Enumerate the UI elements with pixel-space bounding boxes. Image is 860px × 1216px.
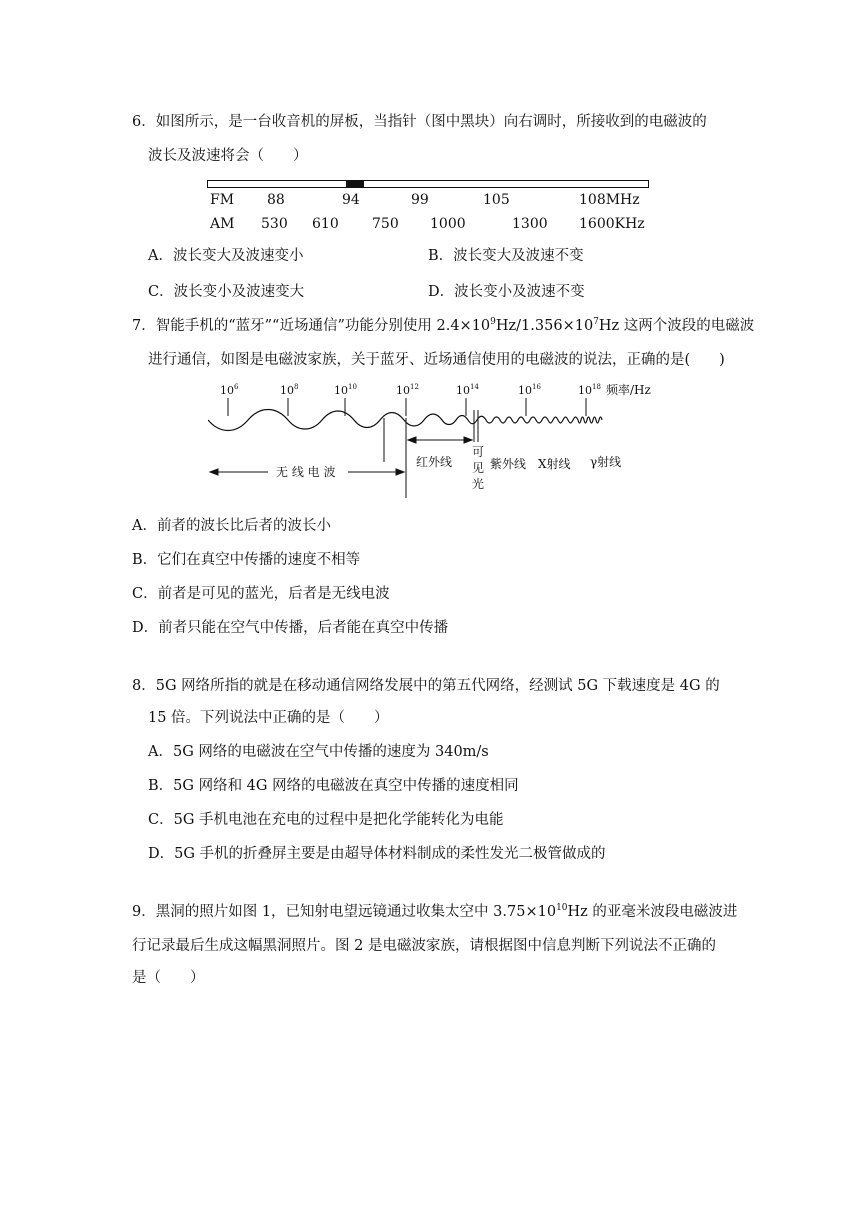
fm-label: FM: [210, 192, 235, 208]
q8-option-d: D．5G 手机的折叠屏主要是由超导体材料制成的柔性发光二极管做成的: [148, 846, 606, 862]
em-spectrum-figure: [208, 380, 660, 498]
em-wave: [208, 410, 602, 431]
fm-value: 94: [342, 192, 360, 208]
q7-option-b: B．它们在真空中传播的速度不相等: [132, 552, 361, 568]
visible-label: 光: [472, 477, 485, 491]
ultraviolet-label: 紫外线: [490, 457, 527, 471]
am-label: AM: [210, 216, 235, 232]
am-value: 530: [261, 216, 288, 232]
q8-option-b: B．5G 网络和 4G 网络的电磁波在真空中传播的速度相同: [148, 778, 519, 794]
q9-stem-line3: 是（ ）: [132, 970, 205, 986]
q6-option-c: C．波长变小及波速变大: [148, 284, 305, 300]
q6-stem-line2: 波长及波速将会（ ）: [148, 148, 308, 164]
q6-option-a: A．波长变大及波速变小: [148, 248, 304, 264]
fm-value: 105: [483, 192, 510, 208]
q8-option-c: C．5G 手机电池在充电的过程中是把化学能转化为电能: [148, 812, 504, 828]
dial-needle: [346, 180, 364, 188]
q7-option-c: C．前者是可见的蓝光，后者是无线电波: [132, 586, 390, 602]
radio-wave-label: 无 线 电 波: [276, 465, 336, 479]
xray-label: X射线: [538, 457, 571, 471]
q7-stem-line1: 7．智能手机的“蓝牙”“近场通信”功能分别使用 $2.4\times 10^9Hz/1.356\times 10^7Hz$ 这两个波段的电磁波: [132, 317, 755, 334]
q8-stem-line1: 8．5G 网络所指的就是在移动通信网络发展中的第五代网络，经测试 5G 下载速度是 4G 的: [132, 678, 720, 694]
dial-scale-bar: [207, 180, 649, 188]
q8-option-a: A．5G 网络的电磁波在空气中传播的速度为 340m/s: [148, 744, 489, 760]
fm-value: 99: [411, 192, 429, 208]
q6-stem-line1: 6．如图所示，是一台收音机的屏板，当指针（图中黑块）向右调时，所接收到的电磁波的: [132, 114, 707, 130]
freq-tick-label: $10^{16}$: [518, 383, 541, 397]
am-value: 750: [372, 216, 399, 232]
q7-option-a: A．前者的波长比后者的波长小: [132, 518, 331, 534]
q8-stem-line2: 15 倍。下列说法中正确的是（ ）: [148, 710, 389, 726]
fm-value: 108MHz: [579, 192, 640, 208]
q6-option-d: D．波长变小及波速不变: [428, 284, 585, 300]
freq-unit-label: 频率/Hz: [606, 383, 651, 397]
q6-option-b: B．波长变大及波速不变: [428, 248, 584, 264]
gamma-label: γ射线: [590, 455, 622, 469]
q9-stem-line2: 行记录最后生成这幅黑洞照片。图 2 是电磁波家族，请根据图中信息判断下列说法不正确的: [132, 938, 716, 954]
freq-tick-label: $10^8$: [280, 383, 299, 397]
q7-stem-line2: 进行通信，如图是电磁波家族，关于蓝牙、近场通信使用的电磁波的说法，正确的是( ): [148, 352, 725, 368]
visible-label: 见: [472, 461, 485, 475]
freq-tick-label: $10^{10}$: [334, 383, 357, 397]
am-value: 610: [312, 216, 339, 232]
visible-label: 可: [472, 445, 485, 459]
freq-tick-label: $10^6$: [220, 383, 239, 397]
fm-value: 88: [267, 192, 285, 208]
infrared-label: 红外线: [416, 455, 453, 469]
am-value: 1600KHz: [579, 216, 645, 232]
q9-stem-line1: 9．黑洞的照片如图 1，已知射电望远镜通过收集太空中 $3.75\times 10^{10}Hz$ 的亚毫米波段电磁波进: [132, 903, 738, 920]
freq-tick-label: $10^{12}$: [396, 383, 419, 397]
q7-option-d: D．前者只能在空气中传播，后者能在真空中传播: [132, 620, 449, 636]
am-value: 1300: [512, 216, 548, 232]
radio-dial-figure: [200, 176, 660, 236]
freq-tick-label: $10^{18}$: [578, 383, 601, 397]
em-spectrum-diagram: [208, 380, 660, 498]
freq-tick-label: $10^{14}$: [456, 383, 479, 397]
am-value: 1000: [430, 216, 466, 232]
